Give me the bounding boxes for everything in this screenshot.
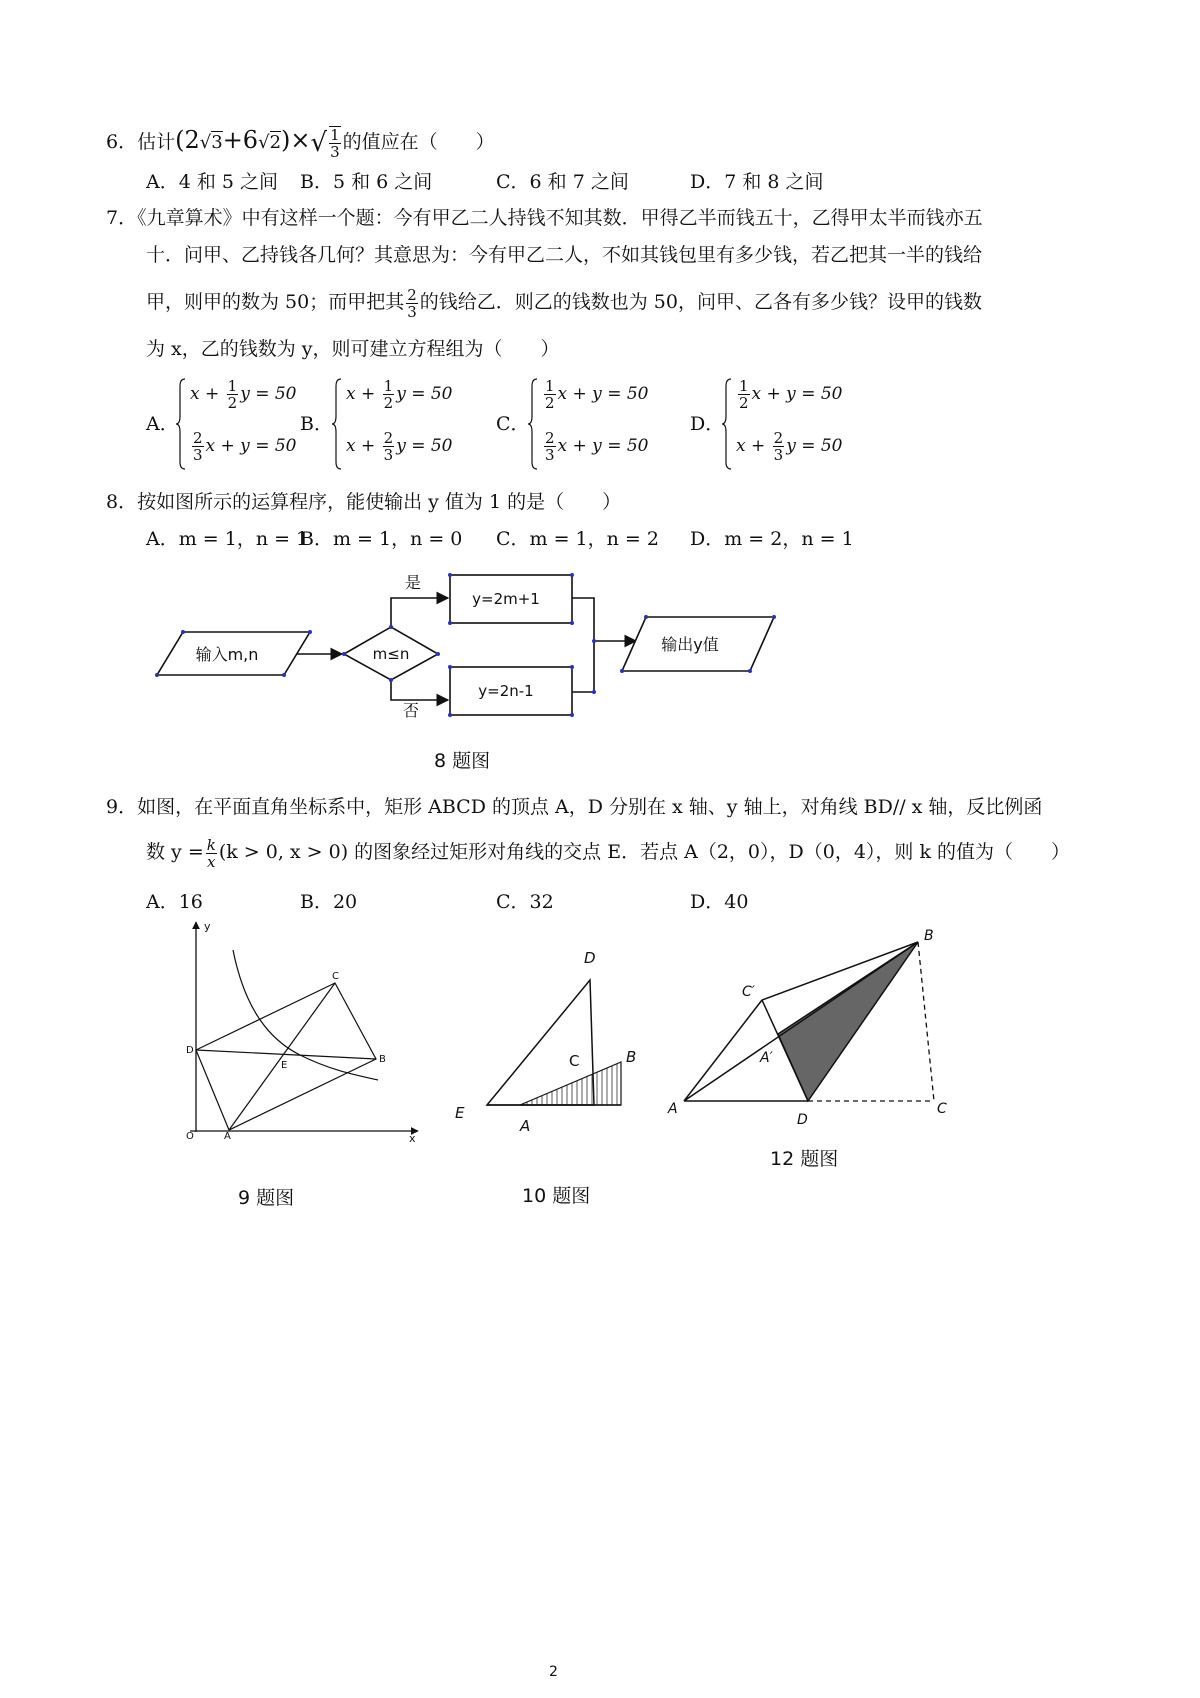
svg-text:A: A bbox=[668, 1101, 678, 1117]
q7-option-b-label: B． bbox=[300, 413, 333, 435]
flow-decision-label: m≤n bbox=[372, 645, 410, 663]
q8-flowchart bbox=[0, 560, 1200, 760]
fig12-caption: 12 题图 bbox=[770, 1148, 839, 1170]
q8-option-c: C．m = 1，n = 2 bbox=[496, 528, 659, 550]
q9-option-c: C．32 bbox=[496, 891, 554, 913]
q7-option-c-system: $\frac{1}{2}$ x + y = 50 $\frac{2}{3}$ x + y = 50 bbox=[528, 378, 648, 474]
svg-text:B: B bbox=[379, 1054, 386, 1065]
q8-stem: 8．按如图所示的运算程序，能使输出 y 值为 1 的是（ ） bbox=[106, 491, 622, 513]
svg-text:x: x bbox=[409, 1132, 416, 1145]
svg-text:B: B bbox=[626, 1048, 637, 1066]
svg-text:C: C bbox=[332, 971, 339, 982]
q7-fraction: $\frac{2}{3}$ bbox=[407, 285, 417, 321]
flow-output-label: 输出y值 bbox=[661, 635, 719, 654]
q7-option-a-system: x + $\frac{1}{2}$ y = 50 $\frac{2}{3}$ x + y = 50 bbox=[176, 378, 296, 474]
q9-option-b: B．20 bbox=[300, 891, 358, 913]
q9-fraction: $\frac{k}{x}$ bbox=[206, 835, 216, 871]
figure-10 bbox=[445, 935, 645, 1140]
q9-line-2: 数 y = $\frac{k}{x}$ (k > 0, x > 0) 的图象经过矩形对角线的交点 E．若点 A（2，0），D（0，4），则 k 的值为（ ） bbox=[146, 835, 1071, 871]
svg-text:C: C bbox=[937, 1101, 947, 1117]
q6-sqrt-frac: √ bbox=[310, 128, 328, 158]
q6-option-c: C．6 和 7 之间 bbox=[496, 171, 629, 193]
fig10-caption: 10 题图 bbox=[522, 1185, 591, 1207]
q6-stem bbox=[106, 120, 495, 160]
fig12-shaded-triangle bbox=[778, 942, 918, 1101]
svg-text:A′: A′ bbox=[760, 1050, 773, 1066]
q6-stem-prefix: 估计 bbox=[137, 131, 176, 153]
svg-text:A: A bbox=[224, 1131, 231, 1142]
q8-option-d: D．m = 2，n = 1 bbox=[690, 528, 854, 550]
q7-line-2: 十．问甲、乙持钱各几何？其意思为：今有甲乙二人，不如其钱包里有多少钱，若乙把其一半的钱给 bbox=[146, 244, 983, 266]
svg-text:E: E bbox=[455, 1104, 465, 1122]
figure-9 bbox=[170, 915, 430, 1150]
q7-option-b-system: x + $\frac{1}{2}$ y = 50 x + $\frac{2}{3}$ y = 50 bbox=[332, 378, 452, 474]
flow-input-label: 输入m,n bbox=[195, 645, 259, 664]
flow-yes-label: 是 bbox=[404, 573, 422, 592]
flow-box-yes-label: y=2m+1 bbox=[472, 590, 540, 608]
q7-option-d-system: $\frac{1}{2}$ x + y = 50 x + $\frac{2}{3}$ y = 50 bbox=[722, 378, 842, 474]
q7-line-1: 7．《九章算术》中有这样一个题：今有甲乙二人持钱不知其数．甲得乙半而钱五十，乙得甲太半而钱亦五 bbox=[106, 207, 983, 229]
q9-option-a: A．16 bbox=[146, 891, 203, 913]
svg-text:D: D bbox=[584, 949, 596, 967]
q6-option-d: D．7 和 8 之间 bbox=[690, 171, 824, 193]
fig9-caption: 9 题图 bbox=[238, 1187, 295, 1209]
svg-text:A: A bbox=[520, 1117, 531, 1135]
flow-no-label: 否 bbox=[402, 701, 420, 720]
q9-line-1: 9．如图，在平面直角坐标系中，矩形 ABCD 的顶点 A，D 分别在 x 轴、y 轴上，对角线 BD// x 轴，反比例函 bbox=[106, 796, 1043, 818]
q8-option-a: A．m = 1，n = 1 bbox=[146, 528, 309, 550]
figure-12 bbox=[660, 925, 960, 1125]
q6-option-a: A．4 和 5 之间 bbox=[146, 171, 279, 193]
svg-text:D: D bbox=[797, 1112, 808, 1125]
svg-text:y: y bbox=[204, 920, 211, 933]
svg-text:E: E bbox=[281, 1060, 288, 1071]
q7-option-c-label: C． bbox=[496, 413, 530, 435]
page-number: 2 bbox=[549, 1664, 558, 1680]
svg-text:C: C bbox=[569, 1052, 580, 1070]
q9-option-d: D．40 bbox=[690, 891, 749, 913]
q7-line-4: 为 x，乙的钱数为 y，则可建立方程组为（ ） bbox=[146, 338, 560, 360]
svg-text:O: O bbox=[186, 1131, 194, 1142]
q6-stem-suffix: 的值应在（ ） bbox=[342, 131, 495, 153]
q8-caption: 8 题图 bbox=[434, 750, 491, 772]
svg-text:D: D bbox=[186, 1045, 194, 1056]
flow-box-no-label: y=2n-1 bbox=[478, 682, 534, 700]
q6-fraction: $\frac{1}{3}$ bbox=[330, 126, 340, 161]
svg-text:B: B bbox=[924, 928, 934, 944]
svg-text:C′: C′ bbox=[742, 984, 755, 1000]
fig9-hyperbola bbox=[233, 950, 378, 1080]
q7-line-3: 甲，则甲的数为 50；而甲把其 $\frac{2}{3}$ 的钱给乙．则乙的钱数也为 50，问甲、乙各有多少钱？设甲的钱数 bbox=[146, 285, 982, 321]
q6-expr: (2√3+6√2)× bbox=[175, 126, 311, 154]
q7-option-d-label: D． bbox=[690, 413, 725, 435]
q8-option-b: B．m = 1，n = 0 bbox=[300, 528, 463, 550]
fig9-rectangle bbox=[196, 983, 376, 1130]
q6-number: 6． bbox=[106, 131, 138, 153]
q6-option-b: B．5 和 6 之间 bbox=[300, 171, 433, 193]
q7-option-a-label: A． bbox=[146, 413, 179, 435]
